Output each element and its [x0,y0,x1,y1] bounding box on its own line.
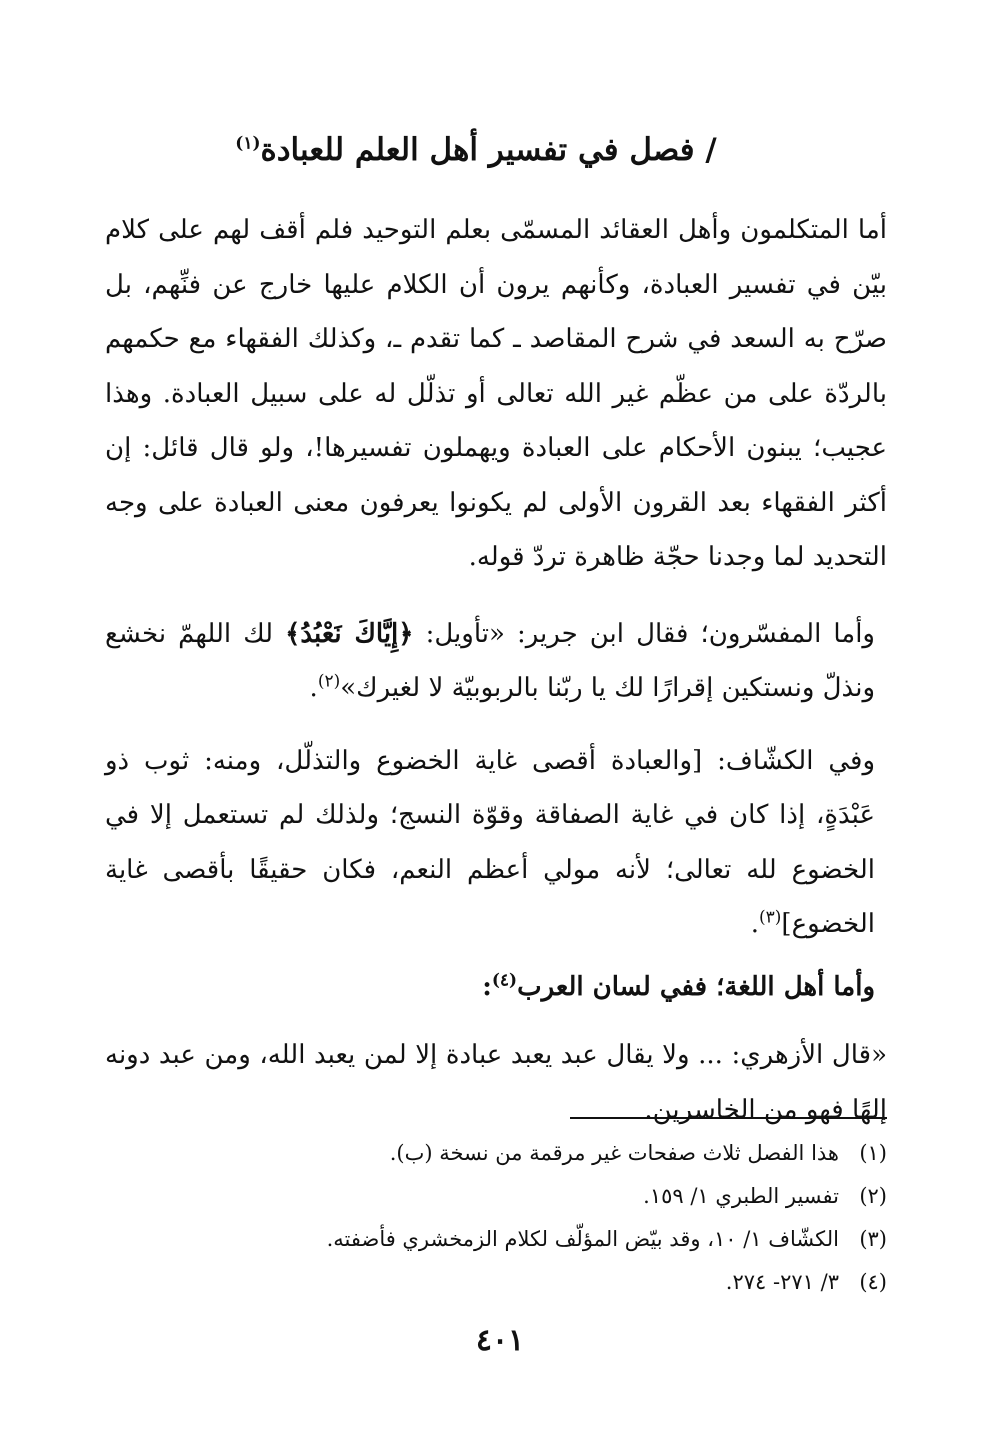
footnote-ref-2: (٢) [317,671,341,692]
manuscript-page-marker: / [705,132,717,168]
footnote-ref-4: (٤) [491,969,518,990]
paragraph-linguists [105,960,887,1015]
footnote-4 [105,1261,887,1304]
footnote-2 [105,1175,887,1218]
paragraph-azhari-quote: «قال الأزهري: ... ولا يقال عبد يعبد عبادة إلا لمن يعبد الله، ومن عبد دونه إلهًا فهو من الخاسرين. [105,1040,887,1125]
footnote-separator [570,1117,887,1119]
tabari-quote-end: لك اللهمّ نخشع ونذلّ ونستكين إقرارًا لك يا ربّنا بالربوبيّة لا لغيرك» [105,618,875,703]
quran-verse: ﴿إِيَّاكَ نَعْبُدُ﴾ [285,618,414,649]
paragraph-end-mark: . [750,909,759,939]
footnote-3 [105,1218,887,1261]
section-heading [105,128,887,172]
footnote-number: (٤) [859,1270,887,1294]
footnote-number: (٣) [859,1227,887,1251]
linguists-intro: وأما أهل اللغة؛ ففي لسان العرب [517,971,875,1002]
footnote-text: تفسير الطبري ١/ ١٥٩. [643,1184,839,1208]
paragraph-end-mark: : [482,971,492,1002]
footnote-1 [105,1132,887,1175]
footnote-number: (٢) [859,1184,887,1208]
paragraph-exegetes [105,607,887,716]
footnote-number: (١) [859,1141,887,1165]
paragraph-end-mark: . [309,673,318,703]
heading-footnote-ref: (١) [235,133,261,154]
footnote-text: الكشّاف ١/ ١٠، وقد بيّض المؤلّف لكلام الزمخشري فأضفته. [326,1227,839,1251]
tabari-quote-start: وأما المفسّرون؛ فقال ابن جرير: «تأويل: [413,618,875,649]
footnote-ref-3: (٣) [759,907,782,928]
paragraph-theologians: أما المتكلمون وأهل العقائد المسمّى بعلم التوحيد فلم أقف لهم على كلام بيّن في تفسير العبادة، وكأنهم يرون أن الكلام عليها خارج عن فنِّهم، بل صرّح به السعد في شرح المقاصد ـ كما تقدم ـ، وكذلك الفقهاء مع حكمهم بالردّة على من عظّم غير الله تعالى أو تذلّل له على سبيل العبادة. وهذا عجيب؛ يبنون الأحكام على العبادة ويهملون تفسيرها!، ولو قال قائل: إن أكثر الفقهاء بعد القرون الأولى لم يكونوا يعرفون معنى العبادة على وجه التحديد لما وجدنا حجّة ظاهرة تردّ قوله. [105,215,887,572]
book-page [105,0,887,1452]
paragraph-kashshaf [105,734,887,952]
footnotes [105,1132,887,1304]
main-text [105,203,887,1137]
footnote-text: ٣/ ٢٧١- ٢٧٤. [725,1270,839,1294]
footnote-text: هذا الفصل ثلاث صفحات غير مرقمة من نسخة (ب). [389,1141,839,1165]
section-title: فصل في تفسير أهل العلم للعبادة [260,132,695,168]
kashshaf-quote: وفي الكشّاف: [والعبادة أقصى غاية الخضوع والتذلّل، ومنه: ثوب ذو عَبْدَةٍ، إذا كان في غاية الصفاقة وقوّة النسج؛ ولذلك لم تستعمل إلا في الخضوع لله تعالى؛ لأنه مولي أعظم النعم، فكان حقيقًا بأقصى غاية الخضوع] [105,745,875,939]
page-number: ٤٠١ [475,1323,525,1358]
